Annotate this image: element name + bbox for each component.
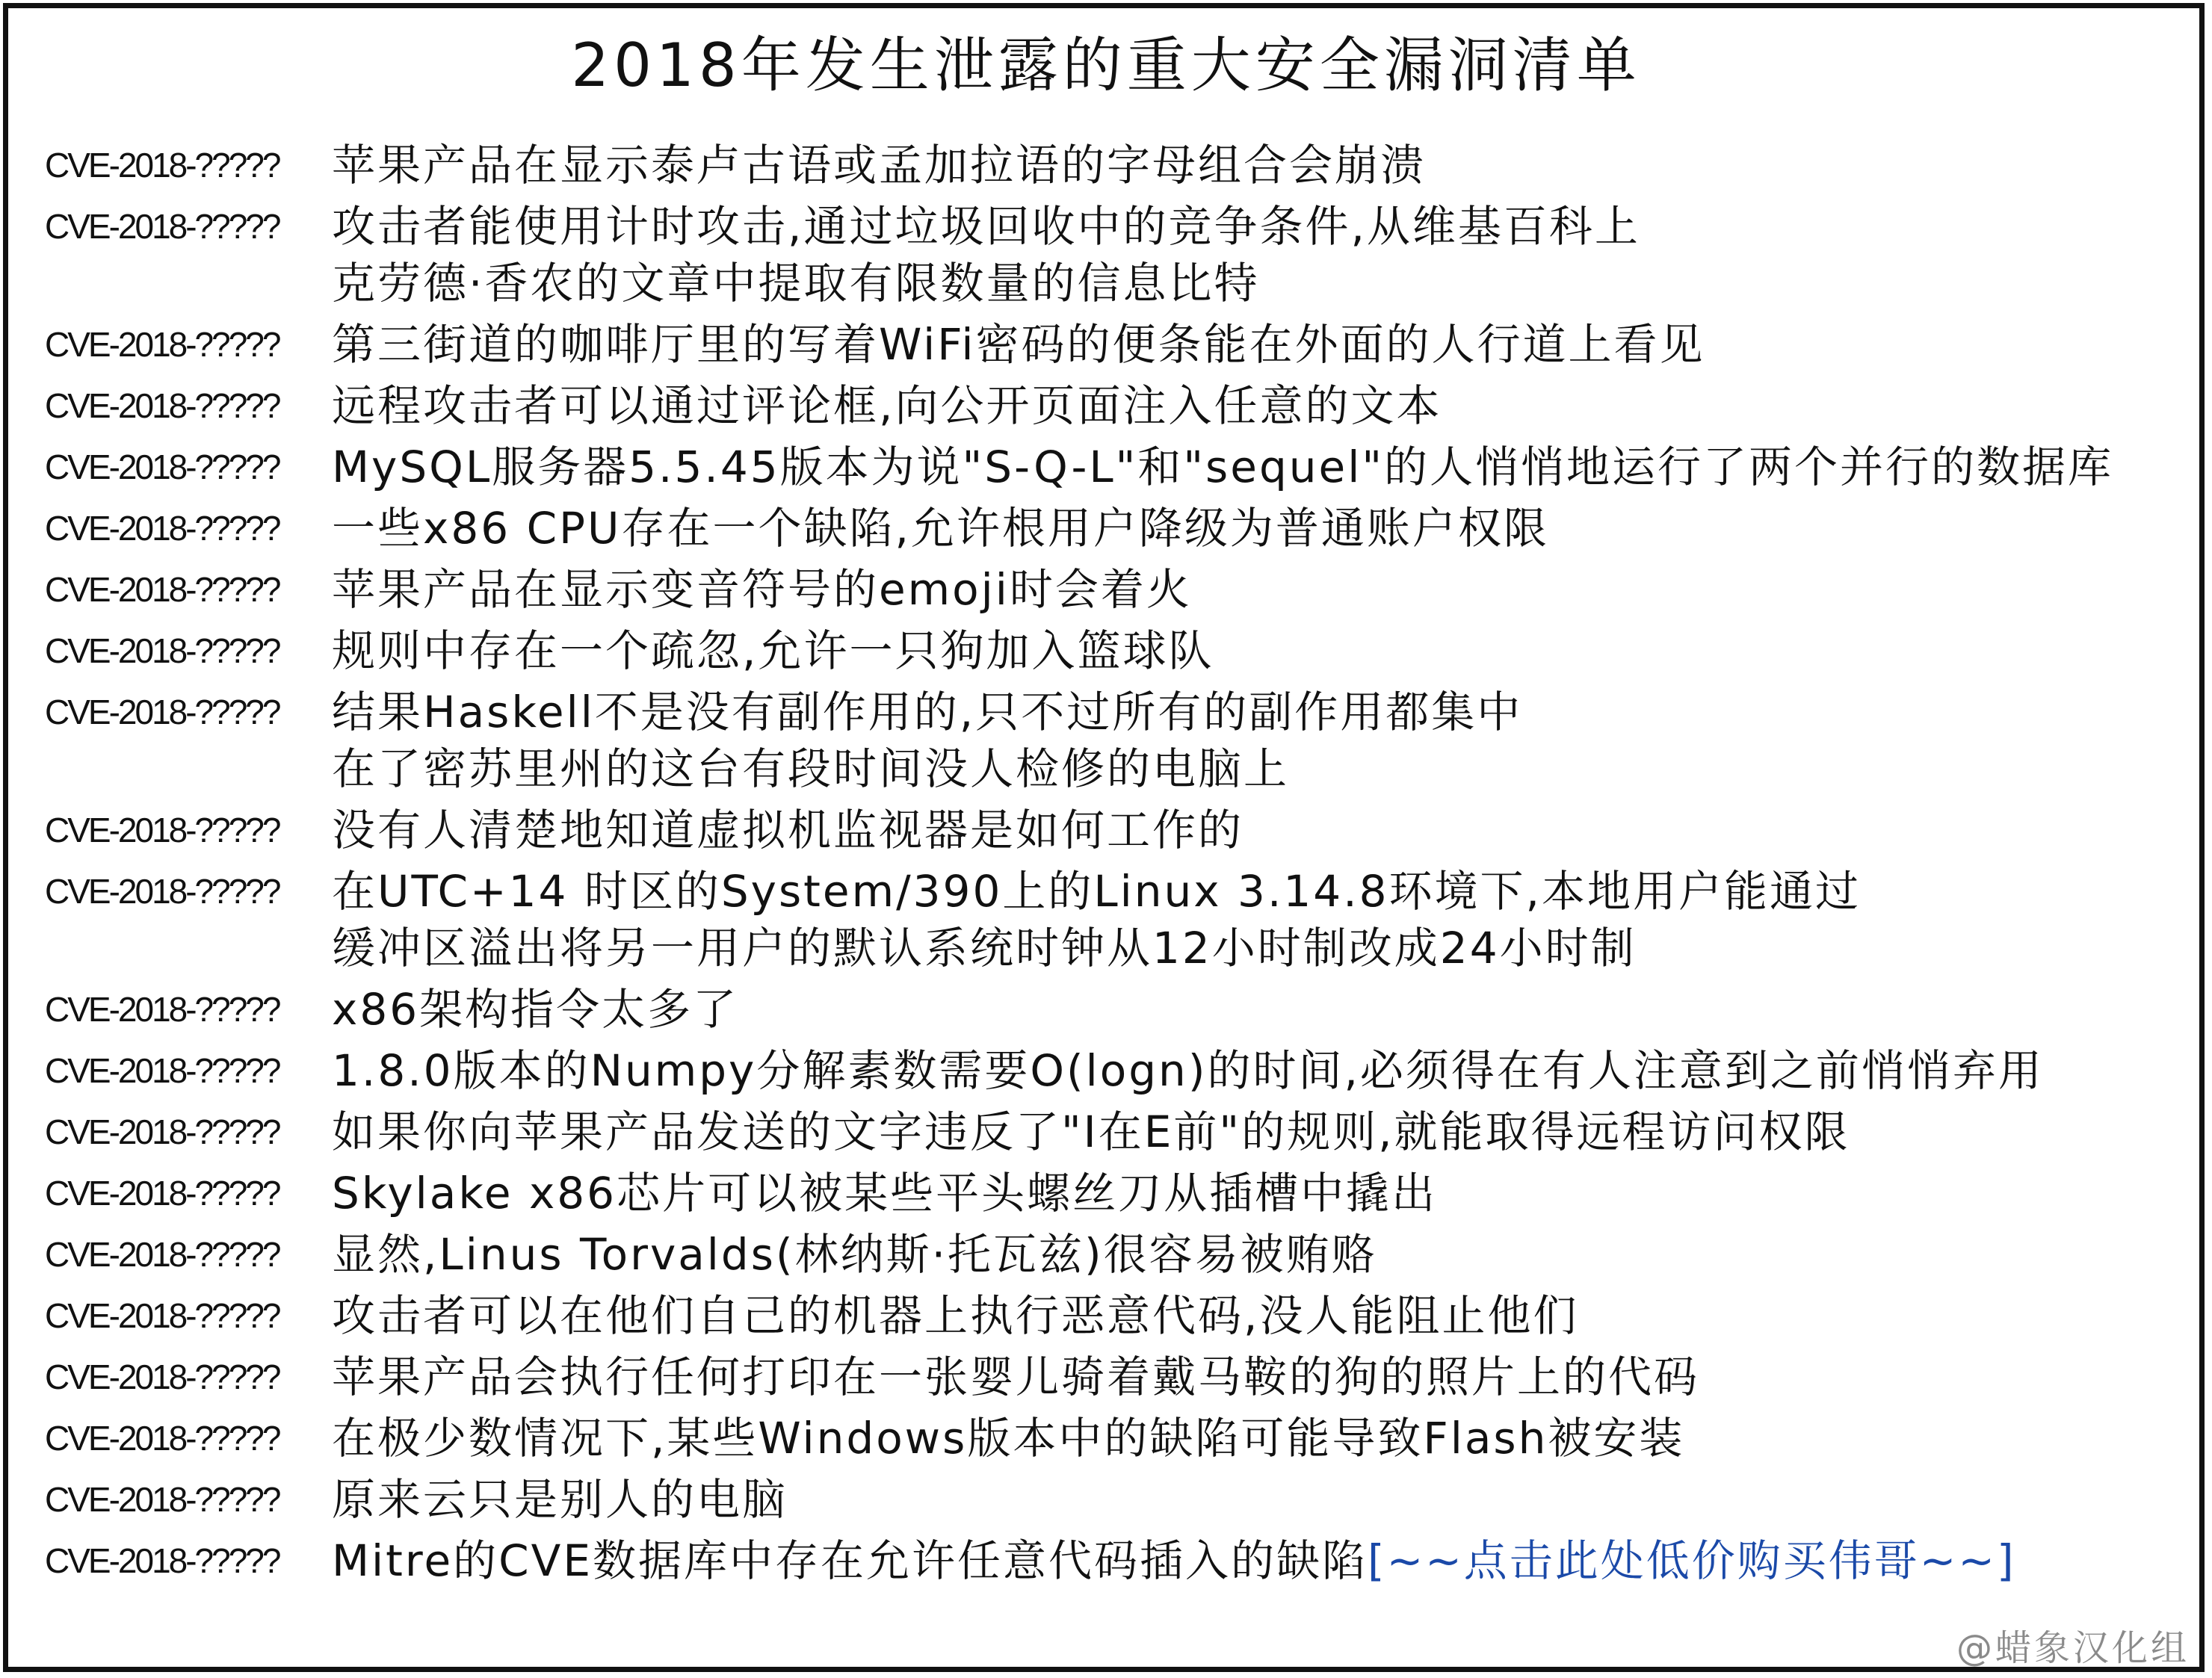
cve-description [332,375,2182,436]
description-line: 苹果产品在显示变音符号的emoji时会着火 [332,564,1192,615]
description-line: 规则中存在一个疏忽,允许一只狗加入篮球队 [332,625,1214,676]
description-line: 克劳德·香农的文章中提取有限数量的信息比特 [332,258,1260,309]
description-line: 攻击者能使用计时攻击,通过垃圾回收中的竞争条件,从维基百科上 [332,201,1640,252]
description-line: 在极少数情况下,某些Windows版本中的缺陷可能导致Flash被安装 [332,1413,1685,1464]
cve-entry [45,498,2182,559]
cve-entry [45,1408,2182,1469]
translator-watermark: @蜡象汉化组 [1956,1627,2190,1669]
cve-id: CVE-2018-????? [45,570,279,609]
cve-entry [45,314,2182,375]
purchase-link[interactable]: [~~点击此处低价购买伟哥~~] [1367,1535,2016,1586]
cve-id: CVE-2018-????? [45,1112,279,1151]
description-line: 第三街道的咖啡厅里的写着WiFi密码的便条能在外面的人行道上看见 [332,319,1705,370]
cve-id: CVE-2018-????? [45,509,279,548]
cve-description [332,1224,2182,1285]
cve-entry [45,979,2182,1040]
cve-entry [45,861,2182,979]
description-line: 苹果产品在显示泰卢古语或孟加拉语的字母组合会崩溃 [332,140,1427,191]
cve-description [332,1408,2182,1469]
description-line: 显然,Linus Torvalds(林纳斯·托瓦兹)很容易被贿赂 [332,1229,1377,1280]
cve-description [332,1162,2182,1224]
cve-entry [45,375,2182,436]
cve-description [332,196,2182,314]
description-line: x86架构指令太多了 [332,984,739,1035]
cve-entry [45,681,2182,799]
cve-entry [45,1469,2182,1530]
cve-entry [45,799,2182,861]
cve-entry [45,1346,2182,1408]
cve-description [332,979,2182,1040]
cve-id: CVE-2018-????? [45,872,279,911]
description-line: Skylake x86芯片可以被某些平头螺丝刀从插槽中撬出 [332,1168,1438,1219]
cve-description [332,559,2182,620]
description-line: 在UTC+14 时区的System/390上的Linux 3.14.8环境下,本地用户能通过 [332,866,1861,917]
description-line: 一些x86 CPU存在一个缺陷,允许根用户降级为普通账户权限 [332,503,1549,554]
cve-id: CVE-2018-????? [45,1235,279,1274]
cve-id: CVE-2018-????? [45,325,279,364]
cve-id: CVE-2018-????? [45,1174,279,1213]
cve-list [45,134,2182,1591]
cve-id: CVE-2018-????? [45,990,279,1029]
cve-id: CVE-2018-????? [45,1480,279,1519]
cve-description [332,681,2182,799]
cve-entry [45,1101,2182,1162]
cve-id: CVE-2018-????? [45,1296,279,1335]
cve-entry [45,559,2182,620]
page-title: 2018年发生泄露的重大安全漏洞清单 [571,31,1641,100]
cve-description [332,861,2182,979]
description-line: 结果Haskell不是没有副作用的,只不过所有的副作用都集中 [332,687,1523,737]
description-text: Mitre的CVE数据库中存在允许任意代码插入的缺陷 [332,1535,1368,1586]
description-line: 1.8.0版本的Numpy分解素数需要O(logn)的时间,必须得在有人注意到之前悄悄弃用 [332,1045,2044,1096]
cve-id: CVE-2018-????? [45,1541,279,1580]
cve-description [332,314,2182,375]
cve-description [332,1469,2182,1530]
cve-id: CVE-2018-????? [45,146,279,185]
cve-description [332,799,2182,861]
description-line: MySQL服务器5.5.45版本为说"S-Q-L"和"sequel"的人悄悄地运行了两个并行的数据库 [332,442,2113,492]
cve-entry [45,1285,2182,1346]
cve-entry [45,196,2182,314]
cve-description [332,620,2182,681]
description-line: 如果你向苹果产品发送的文字违反了"I在E前"的规则,就能取得远程访问权限 [332,1106,1850,1157]
cve-id: CVE-2018-????? [45,207,279,246]
cve-entry [45,436,2182,498]
cve-id: CVE-2018-????? [45,811,279,849]
cve-description [332,134,2182,196]
description-line: 在了密苏里州的这台有段时间没人检修的电脑上 [332,743,1290,794]
cve-entry [45,134,2182,196]
description-line: 缓冲区溢出将另一用户的默认系统时钟从12小时制改成24小时制 [332,923,1637,973]
cve-entry [45,1224,2182,1285]
cve-id: CVE-2018-????? [45,693,279,731]
cve-description [332,436,2182,498]
cve-id: CVE-2018-????? [45,1357,279,1396]
cve-entry [45,1040,2182,1101]
cve-description [332,1285,2182,1346]
cve-description [332,1346,2182,1408]
cve-id: CVE-2018-????? [45,1051,279,1090]
cve-description [332,1530,2182,1591]
description-line: 远程攻击者可以通过评论框,向公开页面注入任意的文本 [332,380,1442,431]
description-line: 原来云只是别人的电脑 [332,1474,788,1525]
cve-id: CVE-2018-????? [45,631,279,670]
description-line: 苹果产品会执行任何打印在一张婴儿骑着戴马鞍的狗的照片上的代码 [332,1352,1700,1402]
cve-id: CVE-2018-????? [45,448,279,486]
cve-description [332,1101,2182,1162]
description-line: 攻击者可以在他们自己的机器上执行恶意代码,没人能阻止他们 [332,1290,1579,1341]
cve-description [332,498,2182,559]
cve-id: CVE-2018-????? [45,386,279,425]
description-line [332,1532,2182,1589]
cve-entry [45,1162,2182,1224]
cve-entry-last [45,1530,2182,1591]
cve-entry [45,620,2182,681]
description-line: 没有人清楚地知道虚拟机监视器是如何工作的 [332,805,1244,855]
cve-id: CVE-2018-????? [45,1419,279,1458]
cve-description [332,1040,2182,1101]
